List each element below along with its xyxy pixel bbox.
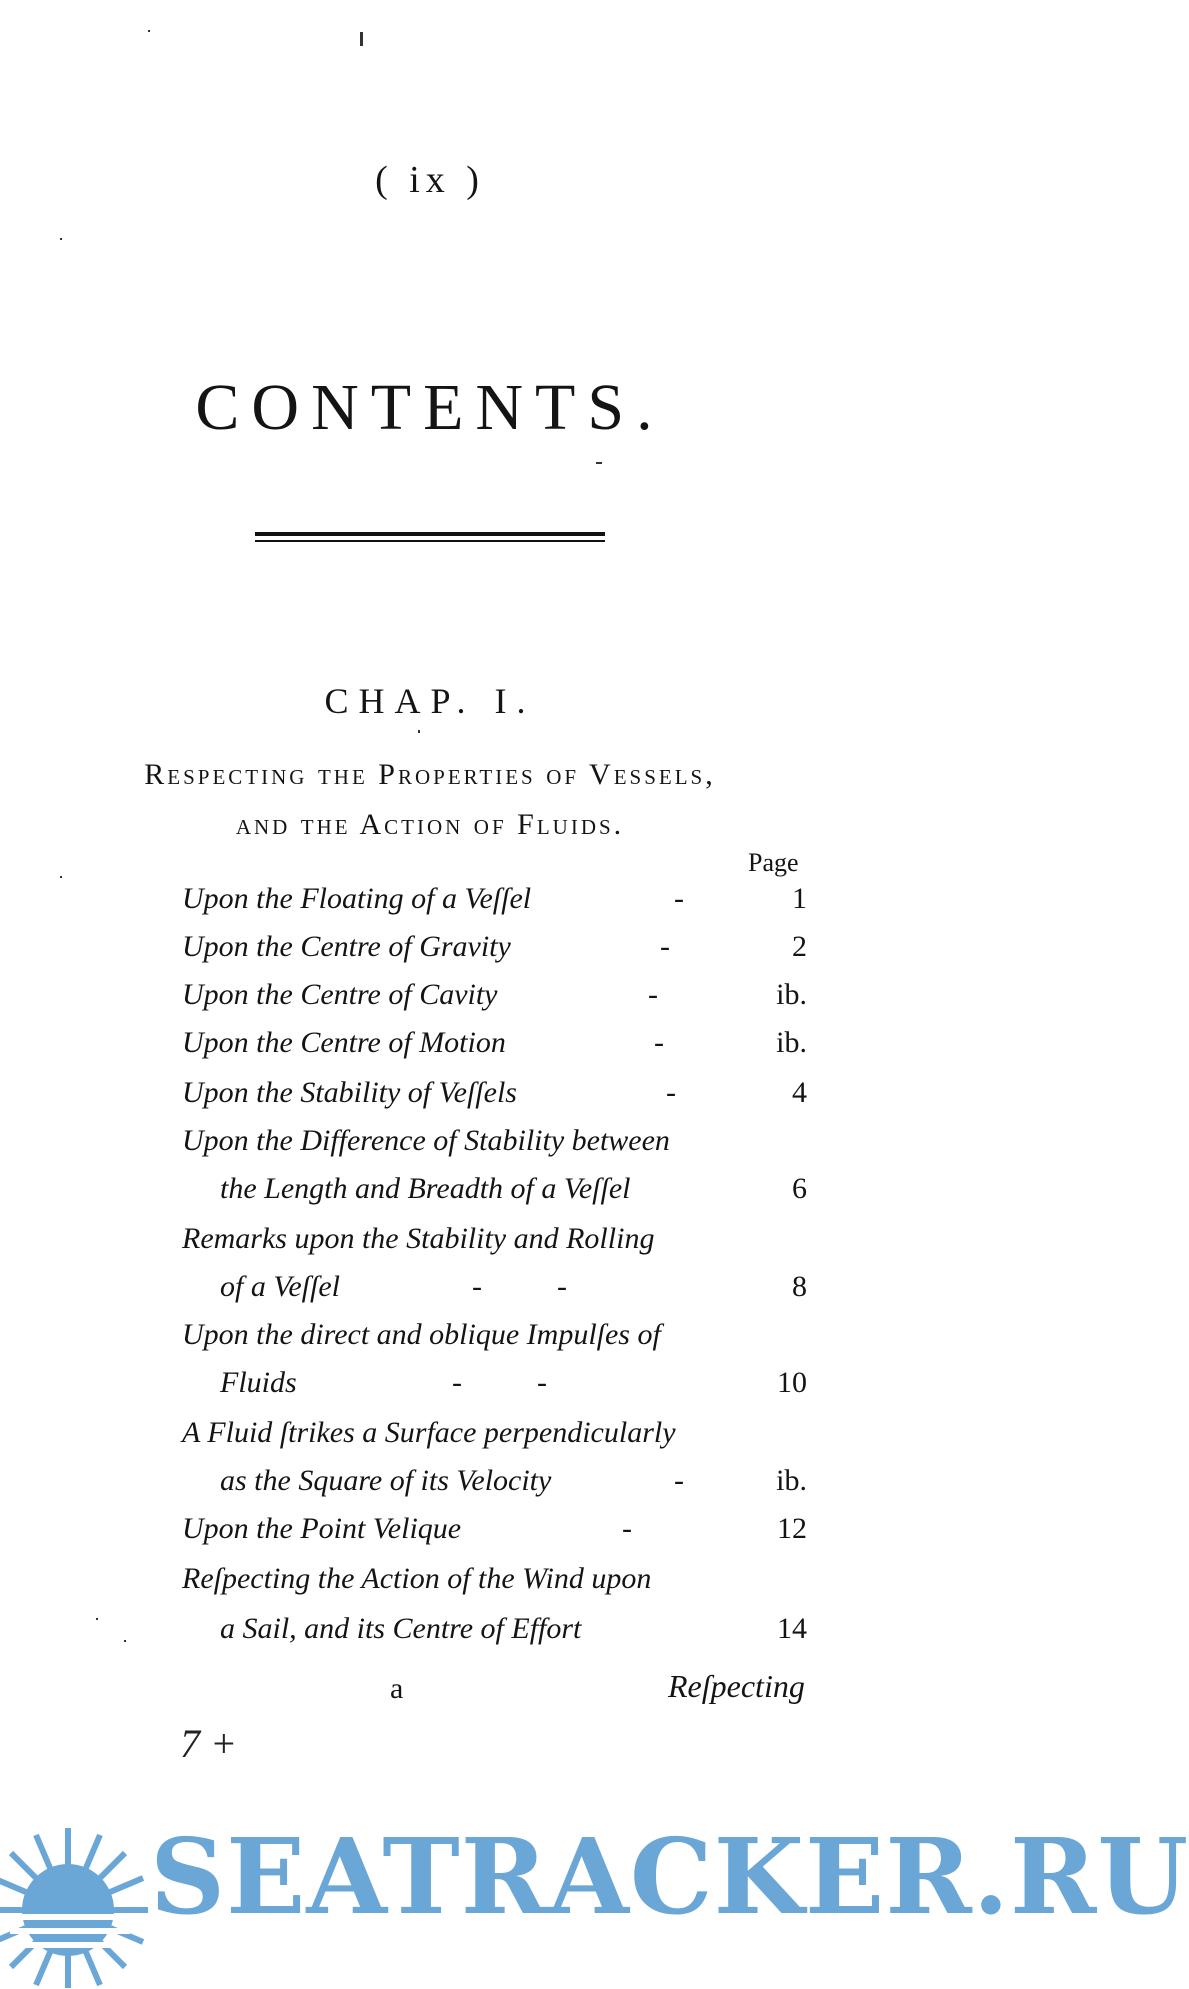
toc-leader-dash: - bbox=[648, 978, 658, 1011]
catchword: Reſpecting bbox=[668, 1668, 805, 1704]
page-column-label: Page bbox=[748, 848, 799, 877]
toc-leader-dash: - bbox=[660, 930, 670, 963]
toc-entry bbox=[182, 930, 807, 978]
toc-entry-page: 14 bbox=[777, 1612, 807, 1645]
toc-entry bbox=[182, 1464, 807, 1512]
toc-entry bbox=[182, 1172, 807, 1220]
scan-speck bbox=[124, 1640, 126, 1642]
toc-entry bbox=[182, 1562, 807, 1610]
toc-entry-page: 10 bbox=[777, 1366, 807, 1399]
scan-speck bbox=[60, 238, 62, 240]
toc-entry-title: Remarks upon the Stability and Rolling bbox=[182, 1222, 655, 1255]
toc-entry bbox=[182, 1318, 807, 1366]
title-rule-thick bbox=[255, 532, 605, 536]
toc-entry bbox=[182, 1124, 807, 1172]
signature-mark: a bbox=[390, 1672, 404, 1705]
toc-entry-page: ib. bbox=[776, 1026, 807, 1059]
toc-leader-dash: - bbox=[674, 882, 684, 915]
toc-entry bbox=[182, 1512, 807, 1560]
toc-entry-title: Reſpecting the Action of the Wind upon bbox=[182, 1562, 652, 1595]
chapter-heading: CHAP. I. bbox=[324, 681, 536, 721]
toc-entry bbox=[182, 1366, 807, 1414]
toc-entry-page: 8 bbox=[792, 1270, 807, 1303]
toc-entry-title: a Sail, and its Centre of Effort bbox=[220, 1612, 582, 1645]
toc-entry bbox=[182, 882, 807, 930]
sun-icon bbox=[0, 1828, 148, 1988]
toc-entry-title: Upon the Stability of Veſſels bbox=[182, 1076, 517, 1109]
toc-entry-title: Upon the Point Velique bbox=[182, 1512, 462, 1545]
toc-entry-title: Upon the direct and oblique Impulſes of bbox=[182, 1318, 661, 1351]
chapter-subtitle-line-2: and the Action of Fluids. bbox=[235, 808, 625, 841]
toc-leader-dash: - bbox=[666, 1076, 676, 1109]
toc-entry-page: 2 bbox=[792, 930, 807, 963]
scan-speck bbox=[360, 32, 363, 46]
toc-entry-page: 1 bbox=[792, 882, 807, 915]
toc-entry-title: Upon the Centre of Cavity bbox=[182, 978, 498, 1011]
toc-entry-page: ib. bbox=[776, 1464, 807, 1497]
toc-entry bbox=[182, 978, 807, 1026]
toc-entry-page: ib. bbox=[776, 978, 807, 1011]
page-title: CONTENTS. bbox=[195, 371, 665, 444]
toc-entry-page: 12 bbox=[777, 1512, 807, 1545]
handwritten-note: 7 + bbox=[180, 1721, 237, 1766]
toc-leader-dash: - - bbox=[452, 1366, 547, 1399]
title-rule-thin bbox=[255, 540, 605, 542]
scan-speck bbox=[60, 876, 62, 878]
toc-entry-page: 4 bbox=[792, 1076, 807, 1109]
watermark-text: SEATRACKER.RU bbox=[150, 1815, 1189, 1938]
toc-entry bbox=[182, 1222, 807, 1270]
toc-entry-title: as the Square of its Velocity bbox=[220, 1464, 552, 1497]
toc-entry-title: of a Veſſel bbox=[220, 1270, 340, 1303]
scan-speck bbox=[148, 30, 150, 32]
toc-entry-page: 6 bbox=[792, 1172, 807, 1205]
toc-entry-title: Upon the Centre of Motion bbox=[182, 1026, 506, 1059]
toc-leader-dash: - bbox=[654, 1026, 664, 1059]
scan-speck bbox=[596, 462, 602, 464]
toc-entry-title: the Length and Breadth of a Veſſel bbox=[220, 1172, 631, 1205]
page-number: ( ix ) bbox=[375, 159, 485, 201]
toc-entry bbox=[182, 1076, 807, 1124]
chapter-subtitle-line-1: Respecting the Properties of Vessels, bbox=[144, 758, 716, 791]
toc-leader-dash: - - bbox=[472, 1270, 567, 1303]
toc-entry bbox=[182, 1270, 807, 1318]
scan-speck bbox=[96, 1618, 98, 1620]
toc-entry-title: A Fluid ſtrikes a Surface perpendicularly bbox=[182, 1416, 676, 1449]
toc-entry-title: Upon the Difference of Stability between bbox=[182, 1124, 670, 1157]
toc-entry-title: Upon the Floating of a Veſſel bbox=[182, 882, 532, 915]
toc-entry bbox=[182, 1416, 807, 1464]
toc-leader-dash: - bbox=[674, 1464, 684, 1497]
toc-leader-dash: - bbox=[622, 1512, 632, 1545]
toc-entry-title: Upon the Centre of Gravity bbox=[182, 930, 511, 963]
toc-entry bbox=[182, 1612, 807, 1660]
scan-speck bbox=[418, 730, 420, 733]
toc-entry-title: Fluids bbox=[220, 1366, 297, 1399]
toc-entry bbox=[182, 1026, 807, 1074]
